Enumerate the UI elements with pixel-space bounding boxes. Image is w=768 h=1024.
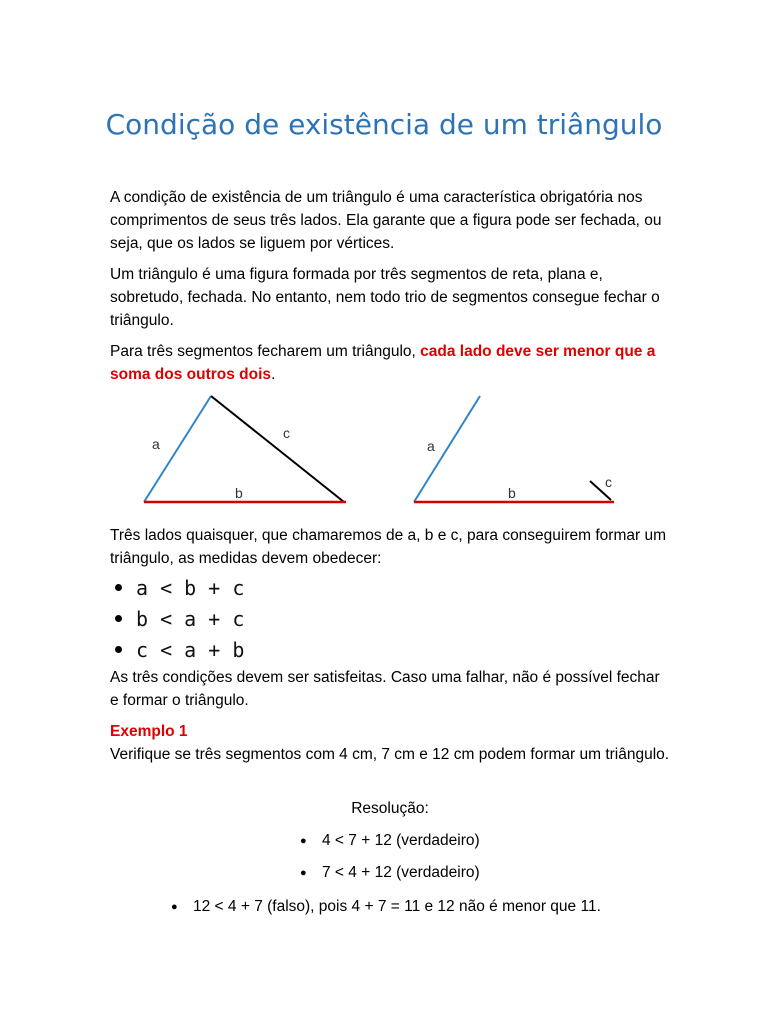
check-text: 4 < 7 + 12 (verdadeiro) [322,832,480,849]
paragraph-definition: A condição de existência de um triângulo é uma característica obrigatória nos comprimentos de seus três lados. Ela garante que a figura pode ser fechada, ou seja, que os lados se liguem por vértices. [110,189,662,252]
check-text: 7 < 4 + 12 (verdadeiro) [322,864,480,881]
right-side-a [414,396,480,502]
right-label-c: c [605,474,612,490]
bullet-icon [115,646,122,653]
example-statement: Verifique se três segmentos com 4 cm, 7 cm e 12 cm podem formar um triângulo. [110,746,670,763]
paragraph-conditions-note: As três condições devem ser satisfeitas. Caso uma falhar, não é possível fechar e formar o triângulo. [110,669,660,709]
bullet-icon: ● [300,867,307,879]
resolution-label: Resolução: [351,800,429,817]
resolution-check-2 [300,861,480,885]
check-text: 12 < 4 + 7 (falso), pois 4 + 7 = 11 e 12 não é menor que 11. [193,898,601,915]
paragraph-rule [110,340,670,386]
right-label-b: b [508,485,516,501]
page-title: Condição de existência de um triângulo [105,108,663,141]
triangle-figure [130,388,630,510]
paragraph-sides-intro: Três lados quaisquer, que chamaremos de a, b e c, para conseguirem formar um triângulo, as medidas devem obedecer: [110,527,666,567]
bullet-icon: ● [300,835,307,847]
rule-highlight: cada lado deve ser menor que a soma dos outros dois [110,343,656,383]
condition-text: b < a + c [136,606,245,631]
example-title: Exemplo 1 [110,723,188,740]
resolution-check-1 [300,829,480,853]
triangle-illustration [130,388,630,510]
left-label-b: b [235,485,243,501]
paragraph-triangle-description: Um triângulo é uma figura formada por três segmentos de reta, plana e, sobretudo, fechada. No entanto, nem todo trio de segmentos consegue fechar o triângulo. [110,266,660,329]
bullet-icon [115,615,122,622]
rule-text: Para três segmentos fecharem um triângulo, [110,343,421,360]
right-label-a: a [427,438,435,454]
conditions-list [110,572,410,665]
condition-item [110,634,410,665]
left-side-c [211,396,344,502]
rule-end: . [271,366,276,383]
condition-item [110,572,410,603]
condition-text: c < a + b [136,637,245,662]
resolution-check-3 [171,895,601,919]
left-label-a: a [152,436,160,452]
condition-text: a < b + c [136,575,245,600]
condition-item [110,603,410,634]
left-label-c: c [283,425,290,441]
bullet-icon: ● [171,901,178,913]
bullet-icon [115,584,122,591]
